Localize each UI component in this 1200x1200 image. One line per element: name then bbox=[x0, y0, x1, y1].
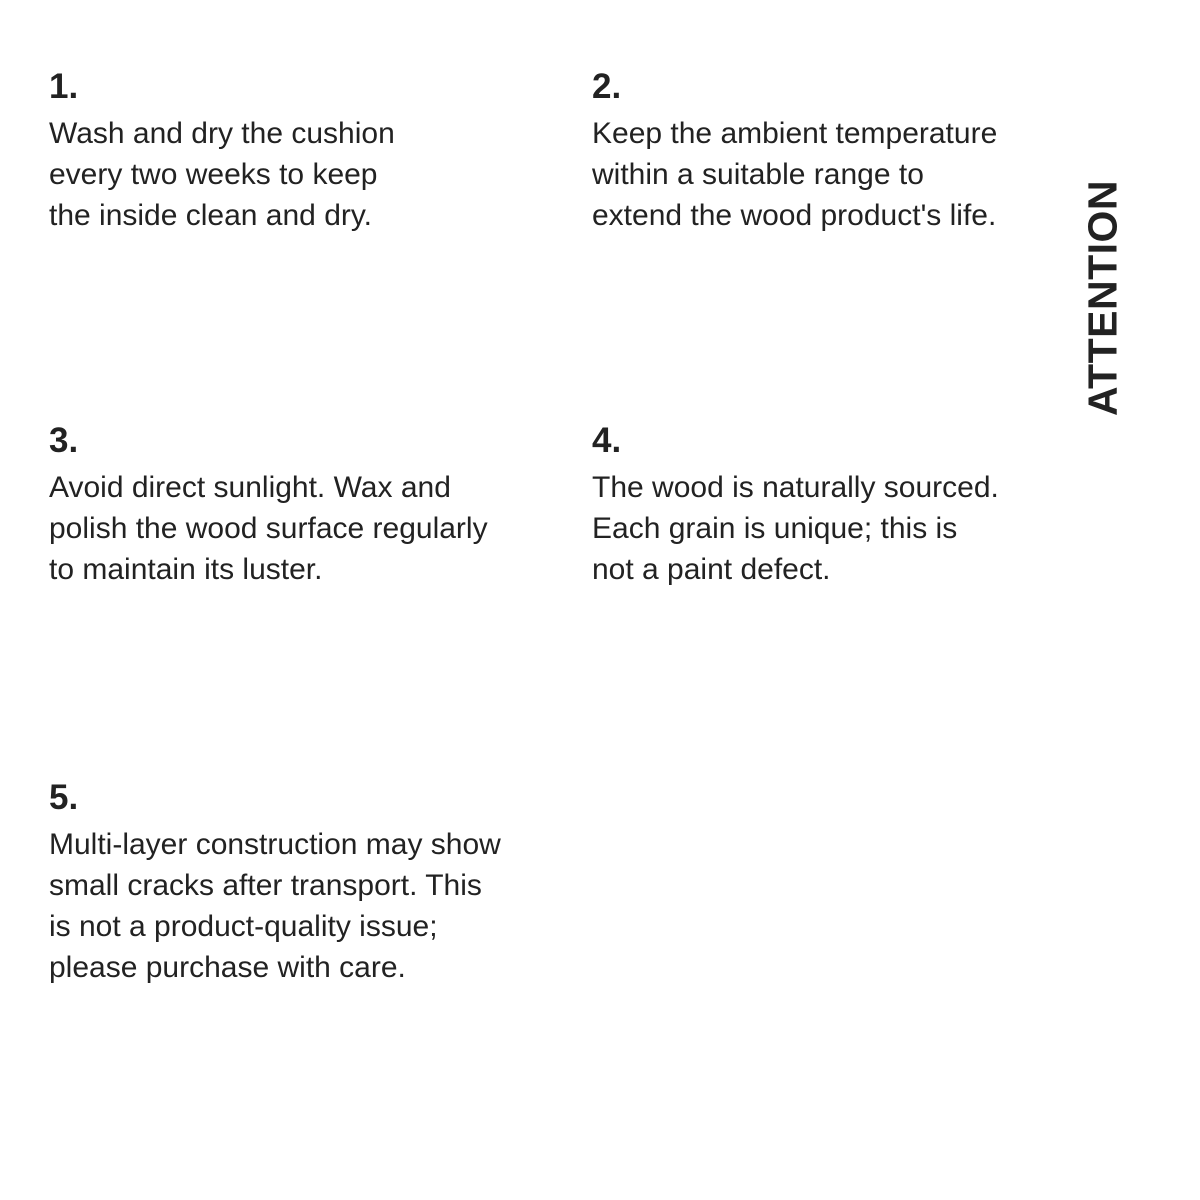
care-item-5 bbox=[49, 777, 549, 988]
item-number: 3. bbox=[49, 421, 79, 460]
item-text-line: small cracks after transport. This bbox=[49, 869, 482, 902]
item-text bbox=[49, 824, 549, 988]
item-text-line: within a suitable range to bbox=[592, 158, 924, 191]
attention-heading: ATTENTION bbox=[1079, 179, 1126, 417]
item-text-line: extend the wood product's life. bbox=[592, 199, 997, 232]
item-text-line: Avoid direct sunlight. Wax and bbox=[49, 471, 451, 504]
item-text-line: every two weeks to keep bbox=[49, 158, 378, 191]
item-text-line: The wood is naturally sourced. bbox=[592, 471, 999, 504]
care-item-4 bbox=[592, 420, 1092, 590]
item-number: 1. bbox=[49, 67, 79, 106]
item-number: 5. bbox=[49, 778, 79, 817]
item-text-line: Each grain is unique; this is bbox=[592, 512, 958, 545]
item-text-line: not a paint defect. bbox=[592, 553, 831, 586]
care-item-1 bbox=[49, 66, 549, 236]
item-text-line: Multi-layer construction may show bbox=[49, 828, 501, 861]
item-number: 4. bbox=[592, 421, 622, 460]
item-text-line: the inside clean and dry. bbox=[49, 199, 372, 232]
item-text bbox=[592, 113, 1092, 236]
item-text-line: polish the wood surface regularly bbox=[49, 512, 488, 545]
item-text bbox=[592, 467, 1092, 590]
item-text bbox=[49, 467, 549, 590]
care-item-3 bbox=[49, 420, 549, 590]
item-text-line: is not a product-quality issue; bbox=[49, 910, 438, 943]
item-text bbox=[49, 113, 549, 236]
item-text-line: please purchase with care. bbox=[49, 951, 406, 984]
care-item-2 bbox=[592, 66, 1092, 236]
item-text-line: Keep the ambient temperature bbox=[592, 117, 998, 150]
item-number: 2. bbox=[592, 67, 622, 106]
item-text-line: Wash and dry the cushion bbox=[49, 117, 395, 150]
item-text-line: to maintain its luster. bbox=[49, 553, 323, 586]
